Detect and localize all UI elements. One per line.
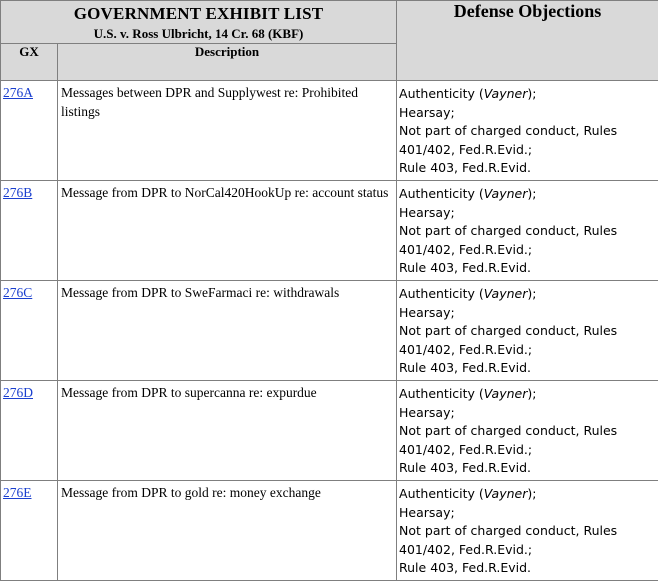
vayner-citation: Vayner: [484, 386, 528, 401]
relevance-objection-line1: Not part of charged conduct, Rules: [399, 522, 656, 541]
rule403-objection: Rule 403, Fed.R.Evid.: [399, 159, 656, 178]
relevance-objection-line2: 401/402, Fed.R.Evid.;: [399, 141, 656, 160]
vayner-citation: Vayner: [484, 286, 528, 301]
exhibit-link[interactable]: 276A: [3, 85, 33, 100]
case-caption: U.S. v. Ross Ulbricht, 14 Cr. 68 (KBF): [1, 25, 396, 42]
description-cell: Message from DPR to gold re: money exchange: [58, 481, 397, 581]
gx-column-header: GX: [1, 44, 58, 81]
description-cell: Message from DPR to NorCal420HookUp re: account status: [58, 181, 397, 281]
description-cell: Message from DPR to supercanna re: expurdue: [58, 381, 397, 481]
gx-cell: [1, 381, 58, 481]
objections-cell: [397, 81, 658, 181]
exhibit-link[interactable]: 276E: [3, 485, 32, 500]
rule403-objection: Rule 403, Fed.R.Evid.: [399, 459, 656, 478]
authenticity-objection: Authenticity (Vayner);: [399, 85, 656, 104]
gx-cell: [1, 281, 58, 381]
hearsay-objection: Hearsay;: [399, 404, 656, 423]
table-row: [1, 481, 658, 581]
authenticity-objection: Authenticity (Vayner);: [399, 485, 656, 504]
gx-cell: [1, 481, 58, 581]
exhibit-link[interactable]: 276B: [3, 185, 32, 200]
authenticity-objection: Authenticity (Vayner);: [399, 185, 656, 204]
relevance-objection-line2: 401/402, Fed.R.Evid.;: [399, 441, 656, 460]
table-row: [1, 81, 658, 181]
relevance-objection-line2: 401/402, Fed.R.Evid.;: [399, 541, 656, 560]
defense-objections-header: Defense Objections: [397, 1, 658, 81]
description-column-header: Description: [58, 44, 397, 81]
hearsay-objection: Hearsay;: [399, 304, 656, 323]
description-cell: Message from DPR to SweFarmaci re: withdrawals: [58, 281, 397, 381]
authenticity-objection: Authenticity (Vayner);: [399, 385, 656, 404]
relevance-objection-line2: 401/402, Fed.R.Evid.;: [399, 241, 656, 260]
exhibit-list-title-cell: [1, 1, 397, 44]
table-row: [1, 281, 658, 381]
hearsay-objection: Hearsay;: [399, 204, 656, 223]
table-row: [1, 381, 658, 481]
gx-cell: [1, 81, 58, 181]
rule403-objection: Rule 403, Fed.R.Evid.: [399, 259, 656, 278]
relevance-objection-line1: Not part of charged conduct, Rules: [399, 322, 656, 341]
objections-cell: [397, 381, 658, 481]
vayner-citation: Vayner: [484, 86, 528, 101]
hearsay-objection: Hearsay;: [399, 504, 656, 523]
exhibit-list-title: GOVERNMENT EXHIBIT LIST: [1, 1, 396, 25]
rule403-objection: Rule 403, Fed.R.Evid.: [399, 359, 656, 378]
exhibit-link[interactable]: 276C: [3, 285, 32, 300]
table-row: [1, 181, 658, 281]
hearsay-objection: Hearsay;: [399, 104, 656, 123]
relevance-objection-line1: Not part of charged conduct, Rules: [399, 422, 656, 441]
objections-cell: [397, 281, 658, 381]
objections-cell: [397, 181, 658, 281]
description-cell: Messages between DPR and Supplywest re: Prohibited listings: [58, 81, 397, 181]
relevance-objection-line2: 401/402, Fed.R.Evid.;: [399, 341, 656, 360]
vayner-citation: Vayner: [484, 486, 528, 501]
gx-cell: [1, 181, 58, 281]
rule403-objection: Rule 403, Fed.R.Evid.: [399, 559, 656, 578]
authenticity-objection: Authenticity (Vayner);: [399, 285, 656, 304]
objections-cell: [397, 481, 658, 581]
exhibit-link[interactable]: 276D: [3, 385, 33, 400]
relevance-objection-line1: Not part of charged conduct, Rules: [399, 122, 656, 141]
vayner-citation: Vayner: [484, 186, 528, 201]
relevance-objection-line1: Not part of charged conduct, Rules: [399, 222, 656, 241]
